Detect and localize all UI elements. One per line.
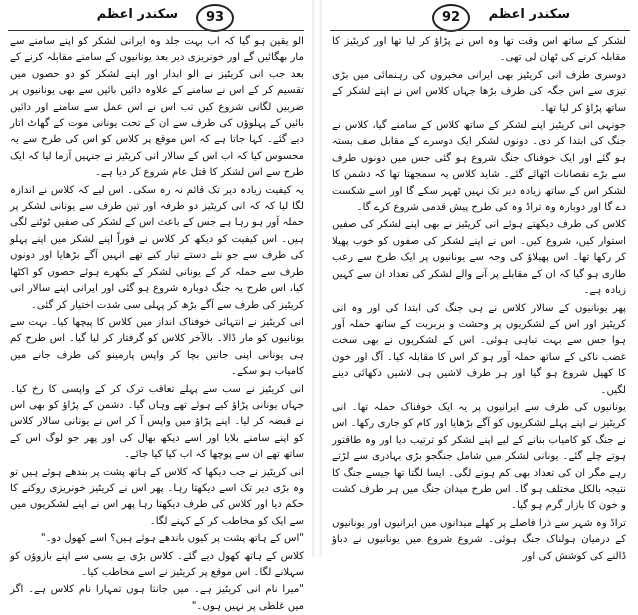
paragraph: یہ کیفیت زیادہ دیر تک قائم نہ رہ سکی۔ اس لیے کہ کلاس نے اندازہ لگا لیا کہ کہ انی کریٹیز دو طرفہ اور تین طرف سے یونانی لشکر پر حملہ آور ہو رہا ہے جس کے باعث اس کے لشکر کی صفیں ٹوٹنے لگی ہیں۔ اس کیفیت کو دیکھ کر کلاس نے فوراً اپنے لشکر میں اپنے پہلو کی طرف سے جو نئے دستے تیار کیے تھے انہیں آگے بڑھایا اور دونوں طرف سے حملہ کر کے یونانی لشکر کے بکھرے ہوئے حصوں کو اکٹھا کیا، اس طرح یہ جنگ دوبارہ شروع ہو گئی اور ایرانی اپنے سالار انی کریٹیز کی طرف سے آگے بڑھ کر پہلی سی شدت اختیار کر گئی۔	[10, 184, 304, 311]
paragraph: پھر یونانیوں کے سالار کلاس نے ہی جنگ کی ابتدا کی اور وہ انی کریٹیز اور اس کے لشکریوں پر وحشت و بربریت کے ساتھ حملہ آور ہوا جس سے بہت تباہی ہوئی۔ اس کے لشکریوں نے بھی سخت غضب ناکی کے ساتھ حملہ آور ہو کر اس کا مقابلہ کیا۔ آگ اور خون کا کھیل شروع ہو گیا اور ہر طرف لاشیں ہی لاشیں دکھائی دینے لگیں۔	[332, 302, 626, 396]
paragraph: تراڈ وہ شہر سے ذرا فاصلے پر کھلے میدانوں میں ایرانیوں اور یونانیوں کے درمیان ہولناک جنگ ہوئی۔ شروع شروع میں یونانیوں نے دباؤ ڈالنے کی کوشش کی اور	[332, 517, 626, 562]
left-header-rule	[8, 30, 304, 31]
paragraph: دوسری طرف انی کریٹیز بھی ایرانی مخبروں کی رہنمائی میں بڑی تیزی سے اس جگہ کی طرف بڑھا جہاں کلاس اس نے اپنے لشکر کے ساتھ پڑاؤ کر لیا تھا۔	[332, 69, 626, 114]
left-page	[0, 0, 312, 612]
paragraph: کلاس کی طرف دیکھتے ہوئے انی کریٹیز نے بھی اپنے لشکر کی صفیں استوار کیں، شروع کیں۔ اس نے اپنے لشکر کی صفوں کو خوب پھیلا کر رکھا تھا۔ اس پھیلاؤ کی وجہ سے یونانیوں پر ایک طرح سے رعب طاری ہو گیا کہ ان کے مقابلے پر آنے والے لشکر کی تعداد ان سے کہیں زیادہ ہے۔	[332, 219, 626, 297]
book-gutter	[312, 0, 322, 557]
right-page	[322, 0, 638, 562]
paragraph: انی کریٹیز نے انتہائی خوفناک انداز میں کلاس کا پیچھا کیا۔ بہت سے یونانیوں کو مار ڈالا۔ بالآخر کلاس کو گرفتار کر لیا گیا۔ اس طرح کم ہی یونانی اپنی جانیں بچا کر واپس پارمینو کی طرف جانے میں کامیاب ہو سکے۔	[10, 316, 304, 378]
right-page-body	[332, 34, 626, 562]
left-page-number: 93	[196, 4, 234, 32]
right-running-title: سکندر اعظم	[488, 7, 570, 22]
paragraph: یونانیوں کی طرف سے ایرانیوں پر یہ ایک خوفناک حملہ تھا۔ انی کریٹیز نے اپنے پہلے لشکریوں کو آگے بڑھایا اور کام کو جاری رکھا۔ اس نے جنگ کو کامیاب بنانے کے لیے اپنے لشکر کو ترتیب دیا اور وہ طاقتور ہوتے چلے گئے۔ یونانی لشکر میں شامل جنگجو بڑی بہادری سے لڑتے رہے مگر ان کی تعداد بھی کم ہونے لگی۔ ایسا لگتا تھا جیسے جنگ کا نتیجہ بالکل مختلف ہو گا۔ اس طرح میدان جنگ میں ہر طرف کشت و خون کا بازار گرم ہو گیا۔	[332, 401, 626, 512]
left-running-title: سکندر اعظم	[96, 7, 178, 22]
paragraph: جونہی انی کریٹیز اپنے لشکر کے ساتھ کلاس کے سامنے گیا، کلاس نے جنگ کی ابتدا کر دی۔ دونوں لشکر ایک دوسرے کے مقابل صف بستہ ہو گئے اور ایک خوفناک جنگ شروع ہو گئی جس میں دونوں طرف سے بڑے نقصانات اٹھائے گئے۔ شاید کلاس یہ سمجھتا تھا کہ دشمن کا لشکر اس کے ساتھ زیادہ دیر تک نہیں ٹھہر سکے گا اور اسے شکست دے گا اور دوبارہ وہ تراڈ وہ کی طرح پیش قدمی شروع کرے گا۔	[332, 120, 626, 214]
right-header-rule	[330, 30, 630, 31]
paragraph: "میرا نام انی کریٹیز ہے۔ میں جانتا ہوں تمہارا نام کلاس ہے۔ اگر میں غلطی پر نہیں ہوں۔"	[10, 584, 304, 612]
paragraph: کلاس کے ہاتھ کھول دیے گئے۔ کلاس بڑی بے بسی سے اپنے بازوؤں کو سہلانے لگا۔ اس موقع پر کریٹیز نے اسے مخاطب کیا۔	[10, 550, 304, 578]
right-page-number: 92	[432, 4, 470, 32]
right-page-header	[330, 4, 630, 30]
left-page-header	[8, 4, 304, 30]
left-page-body	[10, 34, 304, 612]
paragraph: "اس کے ہاتھ پشت پر کیوں باندھے ہوئے ہیں؟ اسے کھول دو۔"	[40, 533, 304, 545]
paragraph: الو یقین ہو گیا کہ اب بہت جلد وہ ایرانی لشکر کو اپنے سامنے سے مار بھگائیں گے اور خونریزی دیر بعد یونانیوں کے سامنے مقابلہ کرنے کے بعد جب انی کریٹیز نے الو ابدار اور اپنے لشکر کو دو حصوں میں تقسیم کر کے اس نے سامنے کے علاوہ دائیں بائیں سے بھی یونانیوں پر ضربیں لگانی شروع کیں تب اس نے اس عمل سے سامنے اور دائیں بائیں کے پہلوؤں کی طرف سے ان کے تحت یونانی موت کے گھاٹ اتار دیے گئے۔ کہا جاتا ہے کہ اس موقع پر کلاس کو اس کی طرح سے یہ محسوس کیا کہ اب اس کے سالار انی کریٹیز نے جنہیں آزما لیا کہ ایک طرح سے اس لشکر کا قتل عام شروع کر دیا ہے۔	[10, 36, 304, 179]
paragraph: لشکر کے ساتھ اس وقت تھا وہ اس نے پڑاؤ کر لیا تھا اور کریٹیز کا مقابلہ کرنے کی ٹھان لی تھی۔	[332, 36, 626, 64]
paragraph: انی کریٹیز نے سب سے پہلے تعاقب ترک کر کے واپسی کا رخ کیا۔ جہاں یونانی پڑاؤ کیے ہوئے تھے وہاں گیا۔ دشمن کے پڑاؤ کو بھی اس نے قبضہ کر لیا۔ اپنے پڑاؤ میں واپس آ کر اس نے یونانی سالار کلاس کو اپنے سامنے بلایا اور اسے دیکھ بھال کی اور پھر جو لوگ اس کے ساتھ تھے ان سے پوچھا کہ اب کیا کیا جائے۔	[10, 383, 304, 461]
paragraph: انی کریٹیز نے جب دیکھا کہ کلاس کے ہاتھ پشت پر بندھے ہوئے ہیں تو وہ بڑی دیر تک اسے دیکھتا رہا۔ پھر اس نے کریٹیز خونریزی روکنے کا حکم دیا اور کلاس کی طرف دیکھتا رہا پھر اس نے اپنے لشکریوں میں سے ایک کو مخاطب کر کے کہنے لگا۔	[10, 466, 304, 527]
